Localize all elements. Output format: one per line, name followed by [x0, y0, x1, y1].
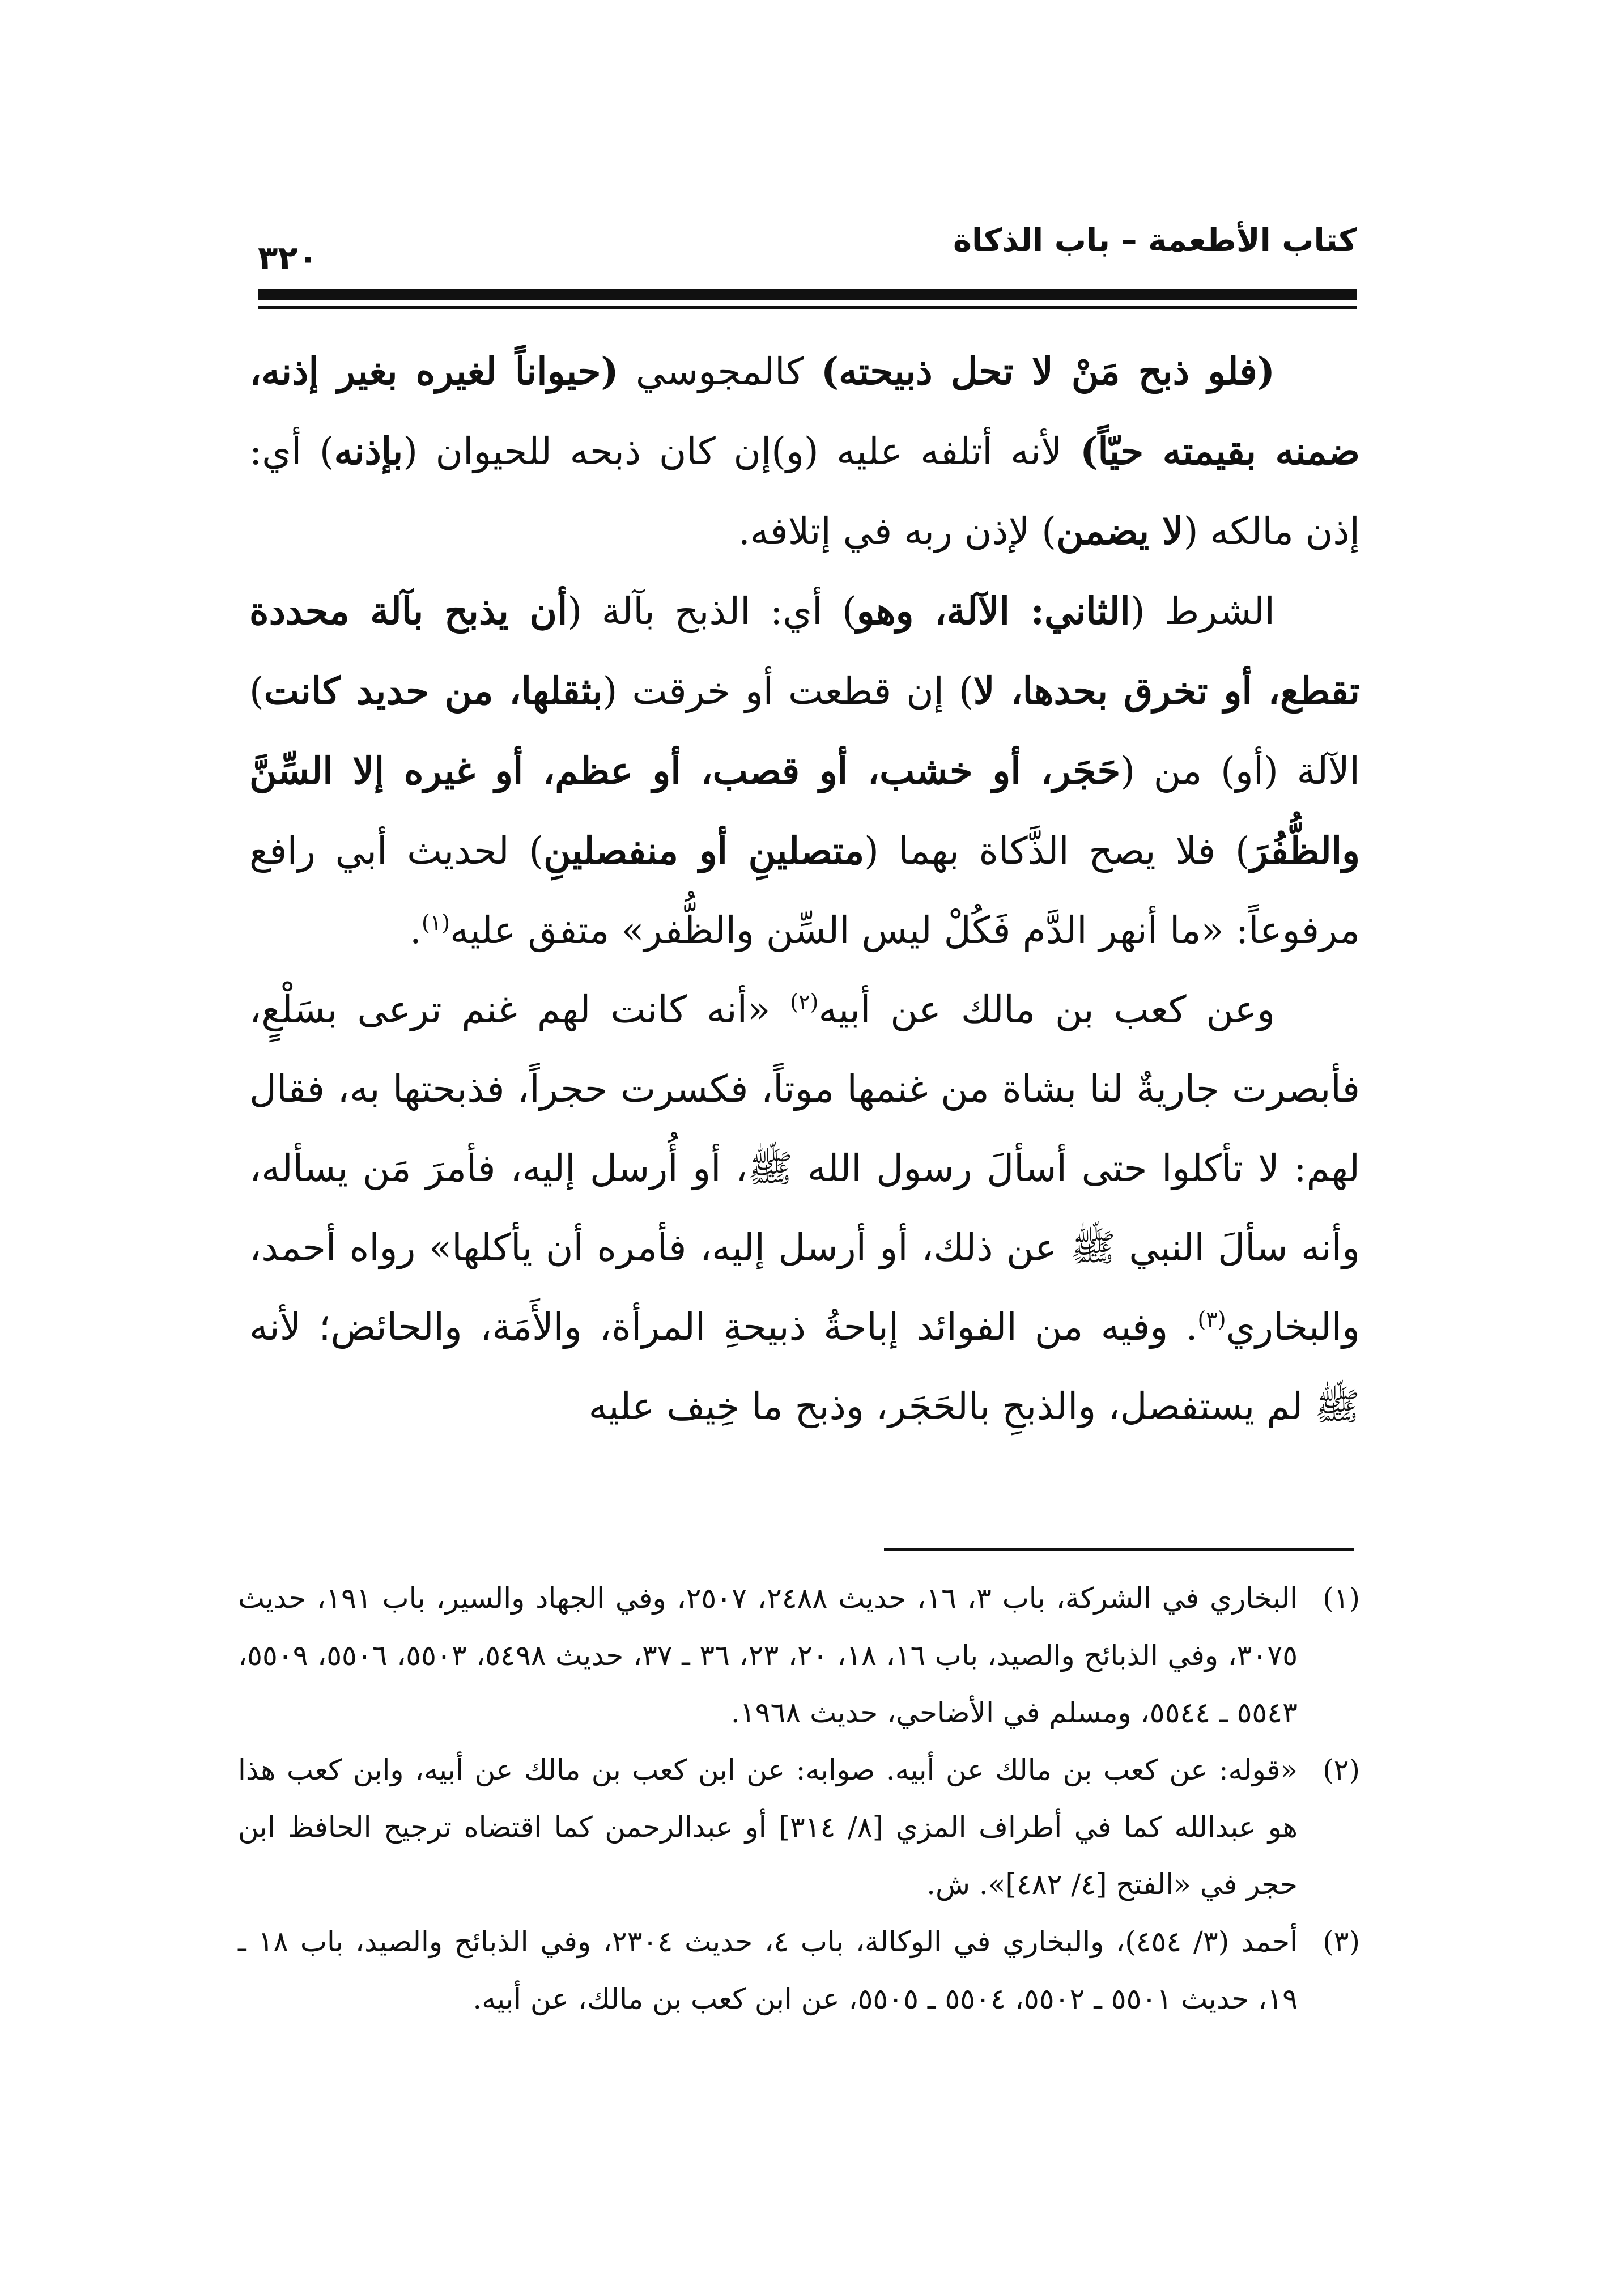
page-number: ٣٢٠: [258, 239, 318, 277]
footnote-2: [238, 1742, 1360, 1913]
footnotes: [238, 1570, 1360, 2028]
p3-text-1: وعن كعب بن مالك عن أبيه: [818, 988, 1275, 1031]
p2-text-5: ) فلا يصح الذَّكاة بهما (: [864, 829, 1250, 873]
p2-text-7: .: [410, 908, 422, 952]
p1-bold-4: لا يضمن: [1056, 509, 1184, 553]
p2-text-3: ) إن قطعت أو خرقت (: [602, 669, 973, 713]
footnote-number: (٢): [1323, 1753, 1360, 1786]
page-header: [258, 218, 1357, 281]
footnote-number: (١): [1323, 1582, 1360, 1615]
footnote-number: (٣): [1323, 1925, 1360, 1958]
paragraph-1: [249, 332, 1360, 571]
p1-text-2: لأنه أتلفه عليه (و)إن كان ذبحه للحيوان (: [403, 430, 1081, 473]
footnote-text: البخاري في الشركة، باب ٣، ١٦، حديث ٢٤٨٨، ٢٥٠٧، وفي الجهاد والسير، باب ١٩١، حديث ٣٠٧٥، وفي الذبائح والصيد، باب ١٦، ١٨، ٢٠، ٢٣، ٣٦ ـ ٣٧، حديث ٥٤٩٨، ٥٥٠٣، ٥٥٠٦، ٥٥٠٩، ٥٥٤٣ ـ ٥٥٤٤، ومسلم في الأضاحي، حديث ١٩٦٨.: [238, 1582, 1298, 1729]
running-head-title: كتاب الأطعمة – باب الذكاة: [953, 222, 1357, 259]
p2-text-6: ) لحديث أبي رافع مرفوعاً: «ما أنهر الدَّم فَكُلْ ليس السِّن والظُّفر» متفق عليه: [249, 829, 1360, 952]
p3-text-3: . وفيه من الفوائد إباحةُ ذبيحةِ المرأة، والأَمَة، والحائض؛ لأنه ﷺ لم يستفصل، والذبحِ بالحَجَر، وذبح ما خِيف عليه: [249, 1305, 1360, 1428]
footnote-ref-3: (٣): [1197, 1307, 1226, 1332]
p1-bold-1: (فلو ذبح مَنْ لا تحل ذبيحته): [820, 349, 1275, 393]
footnote-3: [238, 1913, 1360, 2028]
p3-text-2: «أنه كانت لهم غنم ترعى بسَلْعٍ، فأبصرت جاريةٌ لنا بشاة من غنمها موتاً، فكسرت حجراً، فذبحتها به، فقال لهم: لا تأكلوا حتى أسألَ رسول الله ﷺ، أو أُرسل إليه، فأمرَ مَن يسأله، وأنه سألَ النبي ﷺ عن ذلك، أو أرسل إليه، فأمره أن يأكلها» رواه أحمد، والبخاري: [249, 988, 1361, 1349]
p1-bold-2: (حيواناً لغيره بغير إذنه، ضمنه بقيمته حيّاً): [249, 349, 1361, 473]
footnote-text: أحمد (٣/ ٤٥٤)، والبخاري في الوكالة، باب ٤، حديث ٢٣٠٤، وفي الذبائح والصيد، باب ١٨ ـ ١٩، حديث ٥٥٠١ ـ ٥٥٠٢، ٥٥٠٤ ـ ٥٥٠٥، عن ابن كعب بن مالك، عن أبيه.: [238, 1925, 1298, 2015]
p2-text-1: الشرط (: [1130, 589, 1276, 633]
p2-text-2: ) أي: الذبح بآلة (: [567, 589, 857, 633]
p2-bold-3: بثقلها، من حديد كانت: [263, 669, 603, 713]
p2-bold-1: الثاني: الآلة، وهو: [856, 589, 1130, 633]
header-rule-thin: [258, 306, 1357, 309]
footnote-separator: [884, 1548, 1354, 1551]
paragraph-3: [249, 970, 1360, 1446]
p2-bold-2: أن يذبح بآلة محددة تقطع، أو تخرق بحدها، لا: [249, 589, 1361, 713]
p1-text-1: كالمجوسي: [618, 350, 821, 393]
p1-text-3: ) أي: إذن مالكه (: [249, 430, 1360, 553]
footnote-text: «قوله: عن كعب بن مالك عن أبيه. صوابه: عن ابن كعب بن مالك عن أبيه، وابن كعب هذا هو عبدالله كما في أطراف المزي [٨/ ٣١٤] أو عبدالرحمن كما اقتضاه ترجيح الحافظ ابن حجر في «الفتح [٤/ ٤٨٢]». ش.: [238, 1753, 1298, 1901]
p2-bold-5: متصلينِ أو منفصلينِ: [543, 829, 865, 873]
p1-bold-3: بإذنه: [334, 429, 403, 473]
p2-text-4: ) الآلة (أو) من (: [249, 669, 1360, 793]
p1-text-4: ) لإذن ربه في إتلافه.: [738, 509, 1057, 553]
footnote-ref-1: (١): [422, 910, 450, 935]
main-text: [249, 332, 1360, 1446]
p2-bold-4: حَجَر، أو خشب، أو قصب، أو عظم، أو غيره إلا السِّنَّ والظُّفُرَ: [249, 749, 1360, 873]
footnote-ref-2: (٢): [790, 990, 819, 1014]
header-rule-thick: [258, 289, 1357, 300]
footnote-1: [238, 1570, 1360, 1742]
paragraph-2: [249, 571, 1360, 970]
